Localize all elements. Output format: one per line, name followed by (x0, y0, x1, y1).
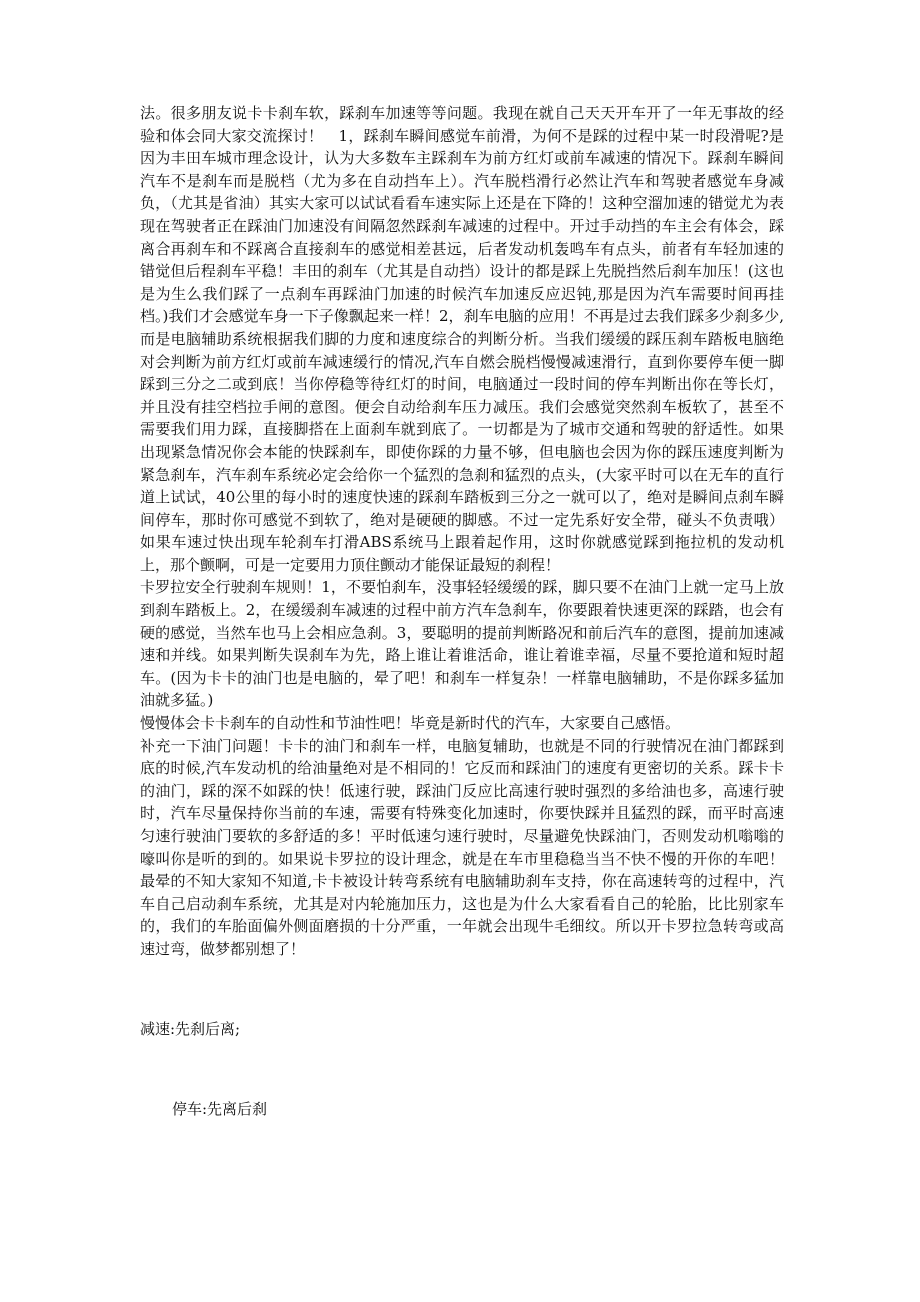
note-deceleration: 减速:先刹后离; (140, 1020, 241, 1038)
article-body (140, 102, 784, 961)
note-stopping: 停车:先离后刹 (172, 1100, 268, 1118)
paragraph-throttle-supplement: 补充一下油门问题！卡卡的油门和刹车一样，电脑复辅助，也就是不同的行驶情况在油门都踩到底的时候,汽车发动机的给油量绝对是不相同的！它反而和踩油门的速度有更密切的关系。踩卡卡的油门，踩的深不如踩的快！低速行驶，踩油门反应比高速行驶时强烈的多给油也多，高速行驶时，汽车尽量保持你当前的车速，需要有特殊变化加速时，你要快踩并且猛烈的踩，而平时高速匀速行驶油门要软的多舒适的多！平时低速匀速行驶时，尽量避免快踩油门，否则发动机嗡嗡的嚎叫你是听的到的。如果说卡罗拉的设计理念，就是在车市里稳稳当当不快不慢的开你的车吧！最晕的不知大家知不知道,卡卡被设计转弯系统有电脑辅助刹车支持，你在高速转弯的过程中，汽车自己启动刹车系统，尤其是对内轮施加压力，这也是为什么大家看看自己的轮胎，比比别家车的，我们的车胎面偏外侧面磨损的十分严重，一年就会出现牛毛细纹。所以开卡罗拉急转弯或高速过弯，做梦都别想了！ (140, 736, 784, 958)
paragraph-safety-rules: 卡罗拉安全行驶刹车规则！1，不要怕刹车，没事轻轻缓缓的踩，脚只要不在油门上就一定马上放到刹车踏板上。2，在缓缓刹车减速的过程中前方汽车急刹车，你要跟着快速更深的踩踏，也会有硬的感觉，当然车也马上会相应急刹。3，要聪明的提前判断路况和前后汽车的意图，提前加速减速和并线。如果判断失误刹车为先，路上谁让着谁活命，谁让着谁幸福，尽量不要抢道和短时超车。(因为卡卡的油门也是电脑的，晕了吧！和刹车一样复杂！一样靠电脑辅助，不是你踩多猛加油就多猛。) (140, 578, 784, 710)
paragraph-summary: 慢慢体会卡卡刹车的自动性和节油性吧！毕竟是新时代的汽车，大家要自己感悟。 (140, 714, 681, 733)
paragraph-brake-explanation: 法。很多朋友说卡卡刹车软，踩刹车加速等等问题。我现在就自己天天开车开了一年无事故的经验和体会同大家交流探讨！ 1，踩刹车瞬间感觉车前滑，为何不是踩的过程中某一时段滑呢?是因为丰田车城市理念设计，认为大多数车主踩刹车为前方红灯或前车减速的情况下。踩刹车瞬间汽车不是刹车而是脱档（尤为多在自动挡车上）。汽车脱档滑行必然让汽车和驾驶者感觉车身减负，（尤其是省油）其实大家可以试试看看车速实际上还是在下降的！这种空溜加速的错觉尤为表现在驾驶者正在踩油门加速没有间隔忽然踩刹车减速的过程中。开过手动挡的车主会有体会，踩离合再刹车和不踩离合直接刹车的感觉相差甚远，后者发动机轰鸣车有点头，前者有车轻加速的错觉但后程刹车平稳！丰田的刹车（尤其是自动挡）设计的都是踩上先脱挡然后刹车加压！(这也是为生么我们踩了一点刹车再踩油门加速的时候汽车加速反应迟钝,那是因为汽车需要时间再挂档。)我们才会感觉车身一下子像飘起来一样！2，刹车电脑的应用！不再是过去我们踩多少刹多少,而是电脑辅助系统根据我们脚的力度和速度综合的判断分析。当我们缓缓的踩压刹车踏板电脑绝对会判断为前方红灯或前车減速缓行的情况,汽车自燃会脱档慢慢减速滑行，直到你要停车便一脚踩到三分之二或到底！当你停稳等待红灯的时间，电脑通过一段时间的停车判断出你在等长灯，并且没有挂空档拉手闸的意图。便会自动给刹车压力减压。我们会感觉突然刹车板软了，甚至不需要我们用力踩，直接脚搭在上面刹车就到底了。一切都是为了城市交通和驾驶的舒适性。如果出现紧急情况你会本能的快踩刹车，即使你踩的力量不够，但电脑也会因为你的踩压速度判断为紧急刹车，汽车刹车系统必定会给你一个猛烈的急刹和猛烈的点头，(大家平时可以在无车的直行道上试试，40公里的每小时的速度快速的踩刹车踏板到三分之一就可以了，绝对是瞬间点刹车瞬间停车，那时你可感觉不到软了，绝对是硬硬的脚感。不过一定先系好安全带，碰头不负责哦）如果车速过快出现车轮刹车打滑ABS系统马上跟着起作用，这时你就感觉踩到拖拉机的发动机上，那个颤啊，可是一定要用力顶住颤动才能保证最短的刹程！ (140, 104, 784, 574)
